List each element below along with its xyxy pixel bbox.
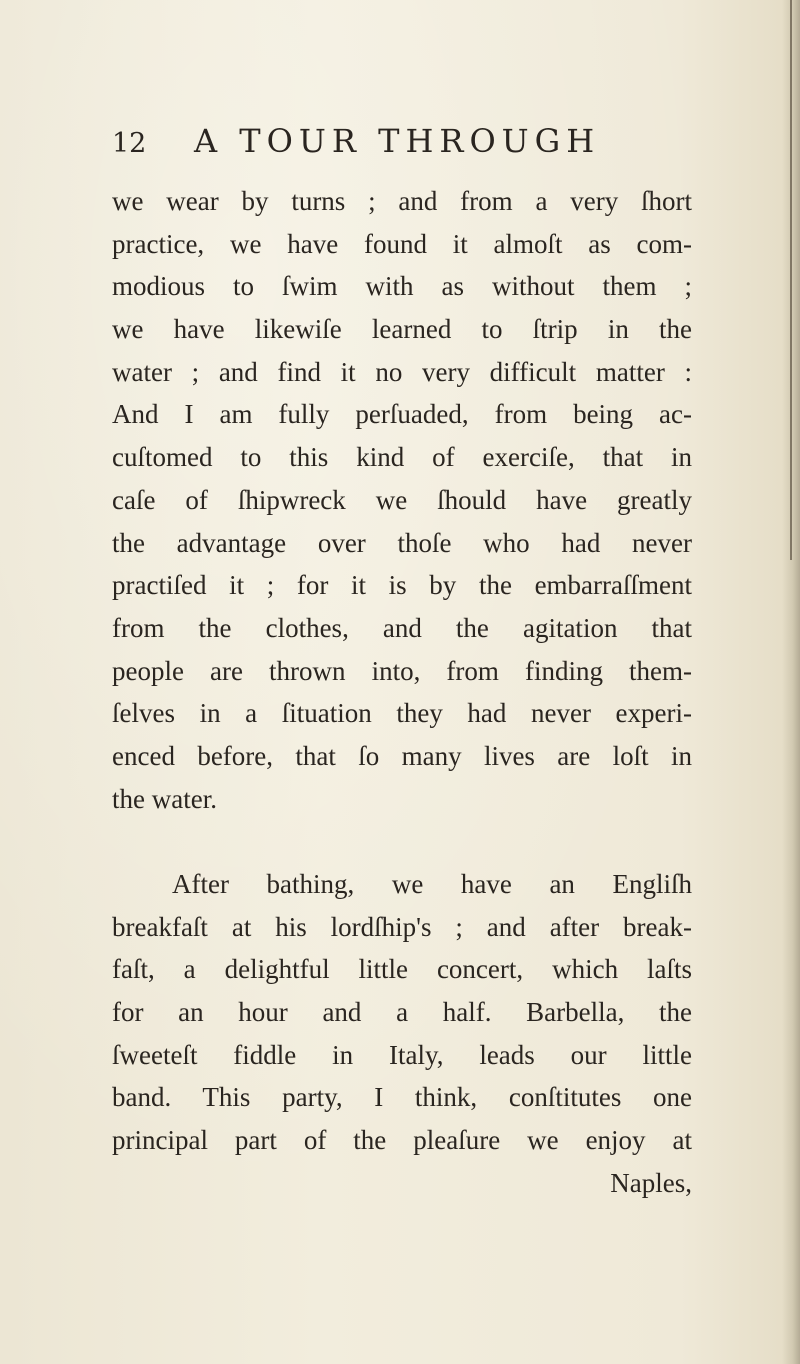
text-line: practice, we have found it almoſt as com- [112,228,692,259]
text-line: And I am fully perſuaded, from being ac- [112,399,692,430]
page-header [112,122,712,162]
text-line: After bathing, we have an Engliſh [172,869,692,899]
catchword: Naples, [610,1167,692,1198]
page-edge-line [790,0,792,560]
text-line: water ; and find it no very difficult matter : [112,356,692,387]
text-line: practiſed it ; for it is by the embarraſſment [112,570,692,601]
page-number: 12 [112,128,147,159]
text-line: ſelves in a ſituation they had never experi- [112,698,692,729]
text-line: the advantage over thoſe who had never [112,527,692,558]
text-line: ſweeteſt fiddle in Italy, leads our little [112,1039,692,1070]
text-line: faſt, a delightful little concert, which laſts [112,954,692,985]
text-line: from the clothes, and the agitation that [112,612,692,643]
text-line: people are thrown into, from finding them- [112,655,692,686]
text-line: the water. [112,783,217,814]
body-text [112,180,692,1205]
text-line: we have likewiſe learned to ſtrip in the [112,314,692,345]
text-line: for an hour and a half. Barbella, the [112,997,692,1028]
running-head: A TOUR THROUGH [194,122,601,160]
text-line: principal part of the pleaſure we enjoy at [112,1125,692,1156]
text-line: cuſtomed to this kind of exerciſe, that in [112,442,692,473]
text-line: caſe of ſhipwreck we ſhould have greatly [112,484,692,515]
text-line: modious to ſwim with as without them ; [112,271,692,302]
text-line: enced before, that ſo many lives are loſt in [112,740,692,771]
text-line: we wear by turns ; and from a very ſhort [112,186,692,216]
paragraph-gap [112,820,692,863]
text-line: breakfaſt at his lordſhip's ; and after break- [112,911,692,942]
text-line: band. This party, I think, conſtitutes one [112,1082,692,1113]
